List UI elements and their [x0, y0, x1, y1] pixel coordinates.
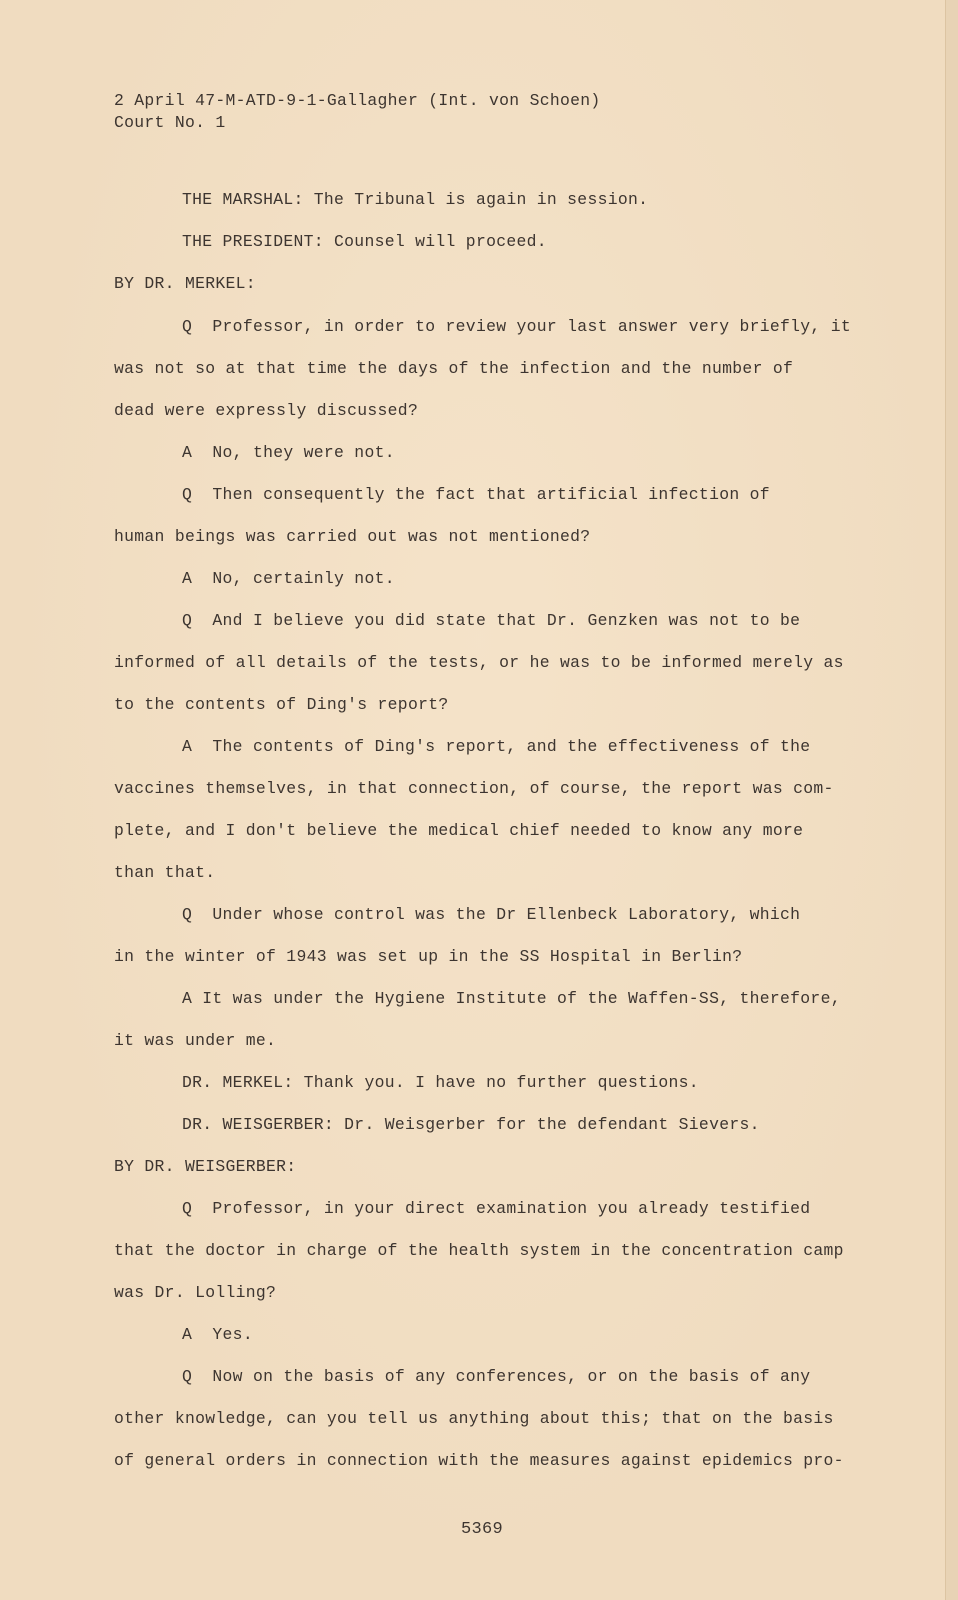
- text-line: A It was under the Hygiene Institute of the Waffen-SS, therefore,: [182, 989, 841, 1008]
- page-edge: [945, 0, 958, 1600]
- text-line: A No, they were not.: [182, 443, 395, 462]
- header-line-1: 2 April 47-M-ATD-9-1-Gallagher (Int. von Schoen): [114, 91, 601, 110]
- text-line: A Yes.: [182, 1325, 253, 1344]
- text-line: Q Then consequently the fact that artificial infection of: [182, 485, 770, 504]
- text-line: BY DR. WEISGERBER:: [114, 1157, 297, 1176]
- text-line: Q Under whose control was the Dr Ellenbeck Laboratory, which: [182, 905, 801, 924]
- text-line: A No, certainly not.: [182, 569, 395, 588]
- text-line: plete, and I don't believe the medical chief needed to know any more: [114, 821, 804, 840]
- text-line: human beings was carried out was not mentioned?: [114, 527, 591, 546]
- text-line: THE MARSHAL: The Tribunal is again in session.: [182, 190, 649, 209]
- text-line: DR. MERKEL: Thank you. I have no further questions.: [182, 1073, 699, 1092]
- text-line: than that.: [114, 863, 216, 882]
- text-line: Q Now on the basis of any conferences, or on the basis of any: [182, 1367, 811, 1386]
- text-line: was Dr. Lolling?: [114, 1283, 277, 1302]
- text-line: it was under me.: [114, 1031, 277, 1050]
- text-line: of general orders in connection with the measures against epidemics pro-: [114, 1451, 844, 1470]
- text-line: Q Professor, in your direct examination you already testified: [182, 1199, 811, 1218]
- text-line: DR. WEISGERBER: Dr. Weisgerber for the defendant Sievers.: [182, 1115, 760, 1134]
- text-line: Q Professor, in order to review your last answer very briefly, it: [182, 317, 851, 336]
- text-line: vaccines themselves, in that connection, of course, the report was com-: [114, 779, 834, 798]
- header-line-2: Court No. 1: [114, 113, 226, 132]
- text-line: Q And I believe you did state that Dr. Genzken was not to be: [182, 611, 801, 630]
- text-line: informed of all details of the tests, or he was to be informed merely as: [114, 653, 844, 672]
- text-line: to the contents of Ding's report?: [114, 695, 449, 714]
- text-line: THE PRESIDENT: Counsel will proceed.: [182, 232, 547, 251]
- text-line: other knowledge, can you tell us anything about this; that on the basis: [114, 1409, 834, 1428]
- text-line: was not so at that time the days of the infection and the number of: [114, 359, 794, 378]
- page-number: 5369: [461, 1520, 504, 1539]
- text-line: dead were expressly discussed?: [114, 401, 419, 420]
- text-line: in the winter of 1943 was set up in the SS Hospital in Berlin?: [114, 947, 743, 966]
- text-line: A The contents of Ding's report, and the effectiveness of the: [182, 737, 811, 756]
- text-line: BY DR. MERKEL:: [114, 274, 256, 293]
- text-line: that the doctor in charge of the health system in the concentration camp: [114, 1241, 844, 1260]
